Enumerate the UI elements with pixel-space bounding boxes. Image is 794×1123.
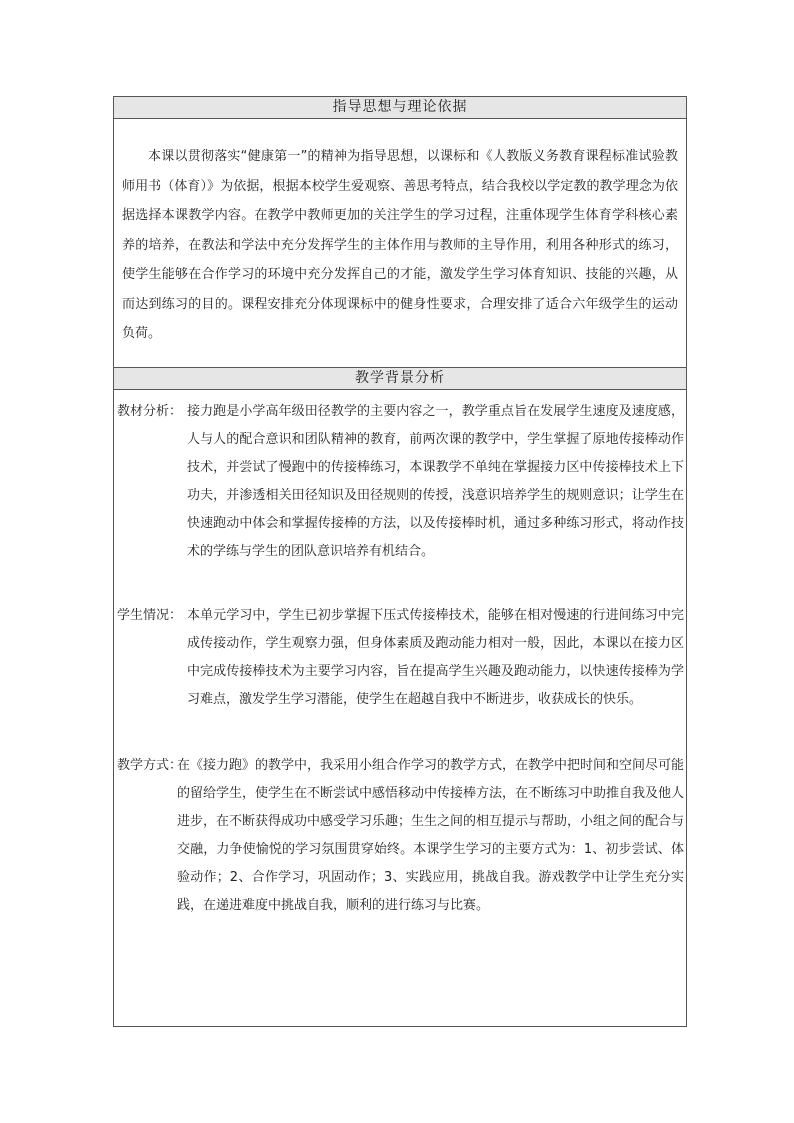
lesson-plan-table <box>113 96 687 1027</box>
student-situation-label: 学生情况： <box>117 608 183 623</box>
teaching-method-entry <box>117 752 684 920</box>
background-section-body <box>114 390 686 1026</box>
guidance-section-body <box>114 119 686 368</box>
student-situation-text: 本单元学习中，学生已初步掌握下压式传接棒技术，能够在相对慢速的行进间练习中完成传接动作，学生观察力强，但身体素质及跑动能力相对一般，因此，本课以在接力区中完成传接棒技术为主要学习内容，旨在提高学生兴趣及跑动能力，以快速传接棒为学习难点，激发学生学习潜能，使学生在超越自我中不断进步，收获成长的快乐。 <box>187 608 684 707</box>
material-analysis-text: 接力跑是小学高年级田径教学的主要内容之一，教学重点旨在发展学生速度及速度感，人与人的配合意识和团队精神的教育，前两次课的教学中，学生掌握了原地传接棒动作技术，并尝试了慢跑中的传接棒练习，本课教学不单纯在掌握接力区中传接棒技术上下功夫，并渗透相关田径知识及田径规则的传授，浅意识培养学生的规则意识；让学生在快速跑动中体会和掌握传接棒的方法，以及传接棒时机，通过多种练习形式，将动作技术的学练与学生的团队意识培养有机结合。 <box>187 404 684 559</box>
material-analysis-entry <box>117 398 684 566</box>
material-analysis-label: 教材分析： <box>117 404 183 419</box>
teaching-method-label: 教学方式： <box>117 758 183 773</box>
guidance-section-title: 指导思想与理论依据 <box>114 97 686 119</box>
guidance-paragraph: 本课以贯彻落实“健康第一”的精神为指导思想，以课标和《人教版义务教育课程标准试验教师用书（体育）》为依据，根据本校学生爱观察、善思考特点，结合我校以学定教的教学理念为依据选择本课教学内容。在教学中教师更加的关注学生的学习过程，注重体现学生体育学科核心素养的培养，在教法和学法中充分发挥学生的主体作用与教师的主导作用，利用各种形式的练习，使学生能够在合作学习的环境中充分发挥自己的才能，激发学生学习体育知识、技能的兴趣，从而达到练习的目的。课程安排充分体现课标中的健身性要求，合理安排了适合六年级学生的运动负荷。 <box>122 149 678 341</box>
spacer <box>117 566 684 602</box>
student-situation-entry <box>117 602 684 714</box>
background-section-title: 教学背景分析 <box>114 368 686 390</box>
teaching-method-text: 在《接力跑》的教学中，我采用小组合作学习的教学方式，在教学中把时间和空间尽可能的留给学生，使学生在不断尝试中感悟移动中传接棒方法，在不断练习中助推自我及他人进步，在不断获得成功中感受学习乐趣；生生之间的相互提示与帮助，小组之间的配合与交融，力争使愉悦的学习氛围贯穿始终。本课学生学习的主要方式为：1、初步尝试、体验动作；2、合作学习，巩固动作；3、实践应用，挑战自我。游戏教学中让学生充分实践，在递进难度中挑战自我，顺利的进行练习与比赛。 <box>177 758 685 913</box>
spacer <box>117 714 684 752</box>
